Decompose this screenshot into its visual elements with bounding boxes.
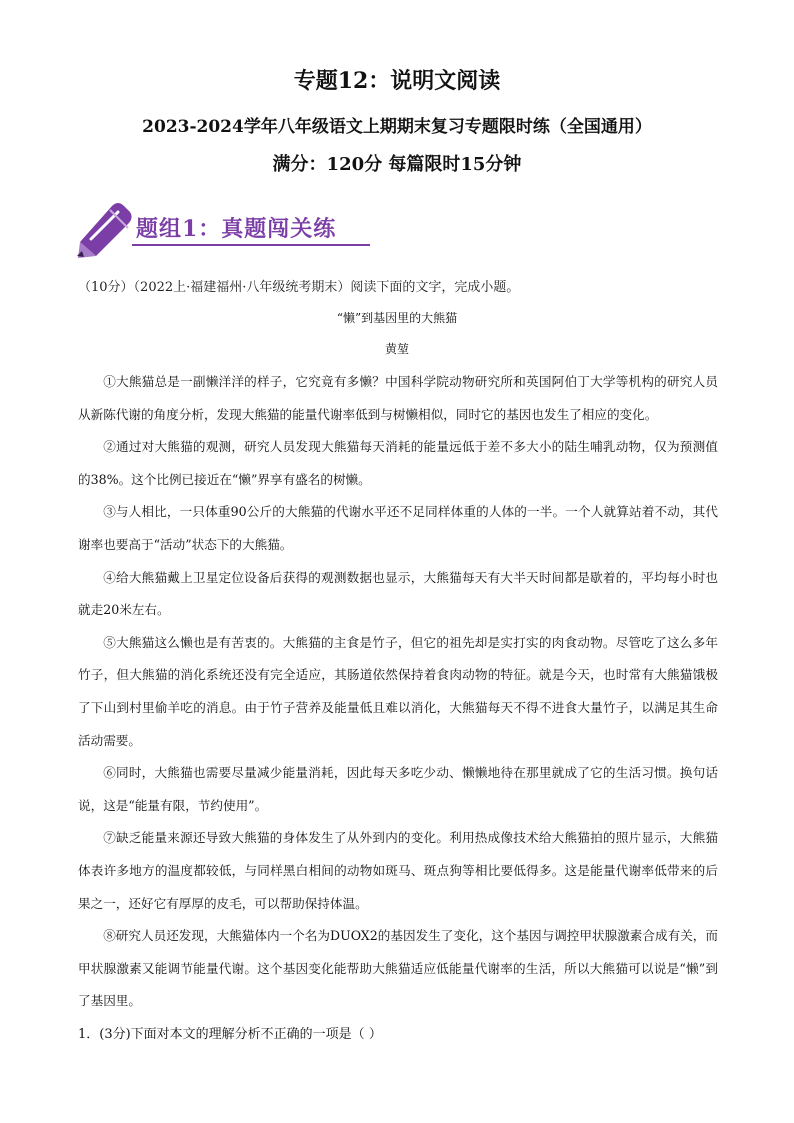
article-author: 黄堃 xyxy=(384,342,409,356)
article-paragraph: ④给大熊猫戴上卫星定位设备后获得的观测数据也显示，大熊猫每天有大半天时间都是歇着的，平均每小时也就走20米左右。 xyxy=(78,569,718,618)
article-paragraph: ⑧研究人员还发现，大熊猫体内一个名为DUOX2的基因发生了变化，这个基因与调控甲状腺激素合成有关，而甲状腺激素又能调节能量代谢。这个基因变化能帮助大熊猫适应低能量代谢率的生活，所以大熊猫可以说是“懒”到了基因里。 xyxy=(78,928,718,1009)
section-underline xyxy=(132,244,370,246)
question-source: （10分）（2022上·福建福州·八年级统考期末）阅读下面的文字，完成小题。 xyxy=(78,280,520,295)
article-paragraph: ③与人相比，一只体重90公斤的大熊猫的代谢水平还不足同样体重的人体的一半。一个人就算站着不动，其代谢率也要高于“活动”状态下的大熊猫。 xyxy=(78,504,718,552)
score-time-info: 满分：120分 每篇限时15分钟 xyxy=(272,154,522,175)
article-paragraph: ⑦缺乏能量来源还导致大熊猫的身体发生了从外到内的变化。利用热成像技术给大熊猫拍的照片显示，大熊猫体表许多地方的温度都较低，与同样黑白相间的动物如斑马、斑点狗等相比要低得多。这是能量代谢率低带来的后果之一，还好它有厚厚的皮毛，可以帮助保持体温。 xyxy=(78,830,718,911)
article-title: “懒”到基因里的大熊猫 xyxy=(336,311,458,325)
article-paragraph: ②通过对大熊猫的观测，研究人员发现大熊猫每天消耗的能量远低于差不多大小的陆生哺乳动物，仅为预测值的38%。这个比例已接近在“懒”界享有盛名的树懒。 xyxy=(78,439,718,487)
section-title: 题组1：真题闯关练 xyxy=(136,216,337,242)
page-subtitle: 2023-2024学年八年级语文上期期末复习专题限时练（全国通用） xyxy=(142,117,652,137)
page-title: 专题12：说明文阅读 xyxy=(293,68,501,94)
pencil-icon xyxy=(74,196,138,260)
article-paragraph: ⑥同时，大熊猫也需要尽量减少能量消耗，因此每天多吃少动、懒懒地待在那里就成了它的生活习惯。换句话说，这是“能量有限，节约使用”。 xyxy=(78,765,718,813)
article-body xyxy=(78,366,718,1018)
question-1: 1．(3分)下面对本文的理解分析不正确的一项是（ ） xyxy=(78,1027,382,1042)
article-paragraph: ⑤大熊猫这么懒也是有苦衷的。大熊猫的主食是竹子，但它的祖先却是实打实的肉食动物。尽管吃了这么多年竹子，但大熊猫的消化系统还没有完全适应，其肠道依然保持着食肉动物的特征。就是今天，也时常有大熊猫饿极了下山到村里偷羊吃的消息。由于竹子营养及能量低且难以消化，大熊猫每天不得不进食大量竹子，以满足其生命活动需要。 xyxy=(78,634,718,748)
article-paragraph: ①大熊猫总是一副懒洋洋的样子，它究竟有多懒？中国科学院动物研究所和英国阿伯丁大学等机构的研究人员从新陈代谢的角度分析，发现大熊猫的能量代谢率低到与树懒相似，同时它的基因也发生了相应的变化。 xyxy=(78,374,718,422)
section-header xyxy=(74,196,394,260)
